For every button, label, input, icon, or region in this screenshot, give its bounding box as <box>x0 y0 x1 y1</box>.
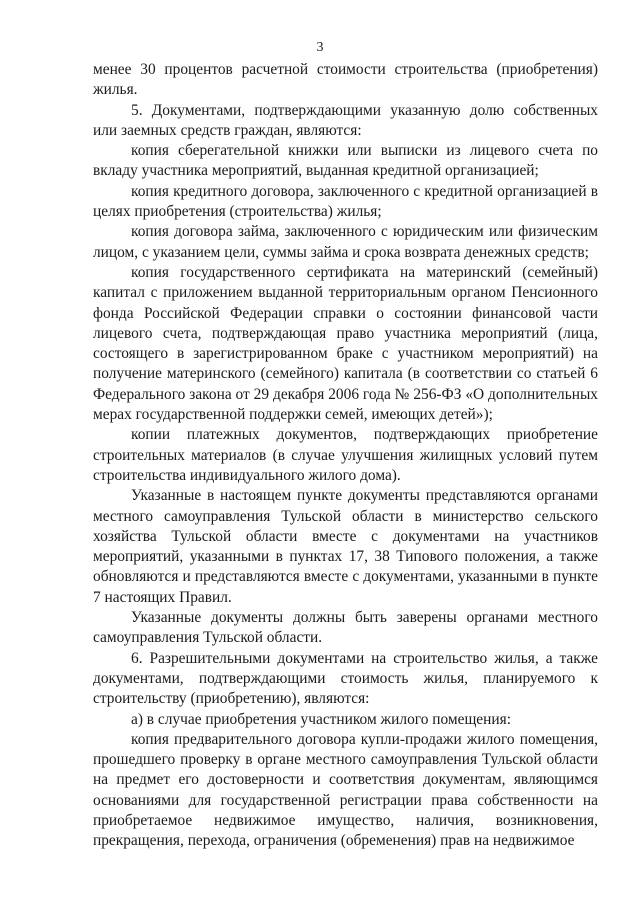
paragraph: копия кредитного договора, заключенного с кредитной организацией в целях приобретения (строительства) жилья; <box>93 182 598 221</box>
paragraph: а) в случае приобретения участником жилого помещения: <box>131 710 511 728</box>
paragraph: Указанные документы должны быть заверены органами местного самоуправления Тульской области. <box>93 609 598 647</box>
paragraph: копия государственного сертификата на материнский (семейный) капитал с приложением выданной территориальным органом Пенсионного фонда Российской Федерации справки о состоянии финансовой части лицевого счета, подтверждающая право участника мероприятий (лица, состоящего в зарегистрированном браке с участником мероприятий) на получение материнского (семейного) капитала (в соответствии со статьей 6 Федерального закона от 29 декабря 2006 года № 256-ФЗ «О дополнительных мерах государственной поддержки семей, имеющих детей»); <box>93 263 598 424</box>
paragraph: копия сберегательной книжки или выписки из лицевого счета по вкладу участника мероприятий, выданная кредитной организацией; <box>93 142 598 180</box>
paragraph: 6. Разрешительными документами на строительство жилья, а также документами, подтверждающими стоимость жилья, планируемого к строительству (приобретению), являются: <box>93 649 598 708</box>
document-body <box>93 60 598 852</box>
paragraph: копии платежных документов, подтверждающих приобретение строительных материалов (в случае улучшения жилищных условий путем строительства индивидуального жилого дома). <box>93 426 598 484</box>
paragraph: Указанные в настоящем пункте документы представляются органами местного самоуправления Тульской области в министерство сельского хозяйства Тульской области вместе с документами на участников мероприятий, указанными в пунктах 17, 38 Типового положения, а также обновляются и представляются вместе с документами, указанными в пункте 7 настоящих Правил. <box>93 487 598 606</box>
paragraph: менее 30 процентов расчетной стоимости строительства (приобретения) жилья. <box>93 61 598 99</box>
paragraph: копия договора займа, заключенного с юридическим или физическим лицом, с указанием цели, суммы займа и срока возврата денежных средств; <box>93 223 598 261</box>
paragraph: копия предварительного договора купли-продажи жилого помещения, прошедшего проверку в органе местного самоуправления Тульской области на предмет его достоверности и соответствия документам, являющимся основаниями для государственной регистрации права собственности на приобретаемое недвижимое имущество, наличия, возникновения, прекращения, перехода, ограничения (обременения) прав на недвижимое <box>93 730 598 850</box>
paragraph: 5. Документами, подтверждающими указанную долю собственных или заемных средств граждан, являются: <box>93 101 598 139</box>
page-number: 3 <box>316 40 324 55</box>
